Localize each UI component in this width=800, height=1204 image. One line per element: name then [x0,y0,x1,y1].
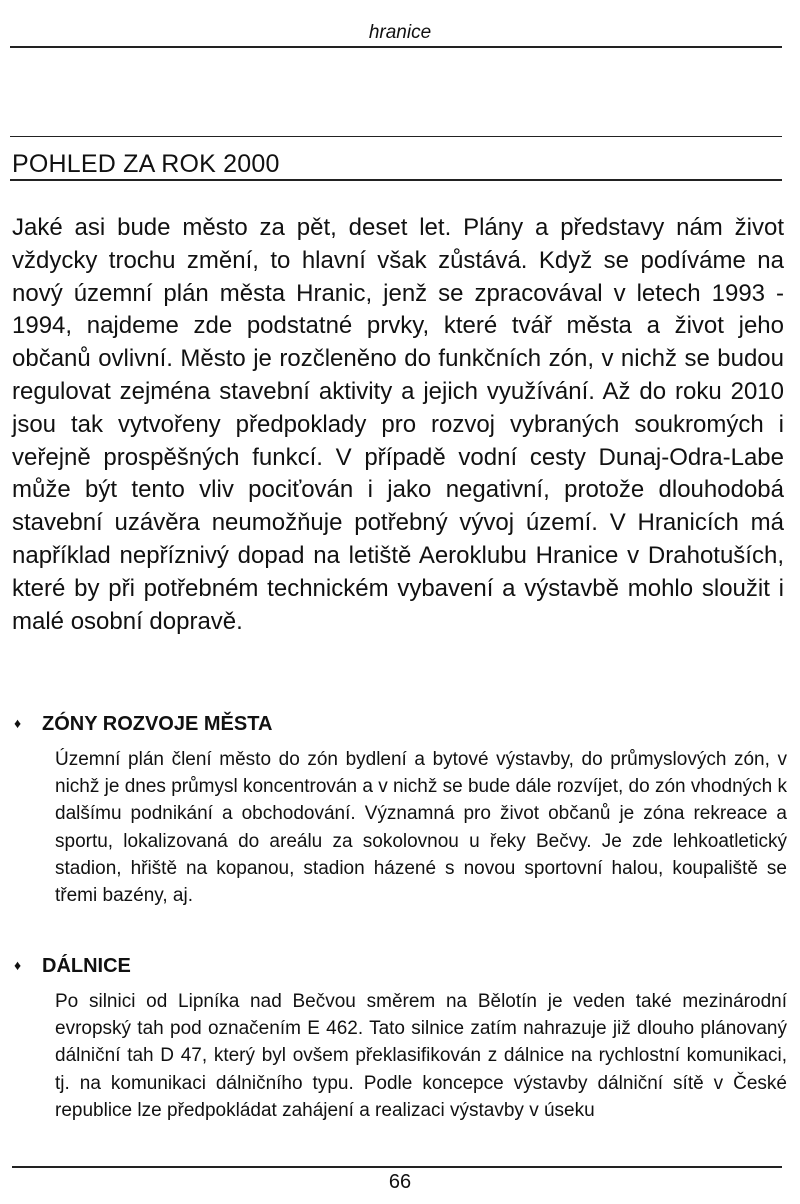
header-rule [10,46,782,48]
footer-rule [12,1166,782,1168]
running-header: hranice [368,22,432,43]
bullet-heading-highway [12,955,131,978]
intro-paragraph: Jaké asi bude město za pět, deset let. Plány a představy nám život vždycky trochu změní, to hlavní však zůstává. Když se podíváme na nový územní plán města Hranic, jenž se zpracovával v letech 1993 - 1994, najdeme zde podstatné prvky, které tvář města a život jeho občanů ovlivní. Město je rozčleněno do funkčních zón, v nichž se budou regulovat zejména stavební aktivity a jejich využívání. Až do roku 2010 jsou tak vytvořeny předpoklady pro rozvoj vybraných soukromých i veřejně prospěšných funkcí. V případě vodní cesty Dunaj-Odra-Labe může být tento vliv pociťován i jako negativní, protože dlouhodobá stavební uzávěra neumožňuje potřebný vývoj území. V Hranicích má například nepříznivý dopad na letiště Aeroklubu Hranice v Drahotuších, které by při potřebném technickém vybavení a výstavbě mohlo sloužit i malé osobní dopravě. [12,214,784,635]
bullet-heading-text: ZÓNY ROZVOJE MĚSTA [42,713,273,735]
section-title: POHLED ZA ROK 2000 [12,150,280,178]
bullet-heading-text: DÁLNICE [42,955,131,977]
diamond-bullet-icon: ♦ [14,714,22,731]
section-rule-top [10,136,782,137]
bullet-heading-zones [12,713,272,736]
bullet-paragraph-highway: Po silnici od Lipníka nad Bečvou směrem na Bělotín je veden také mezinárodní evropský tah pod označením E 462. Tato silnice zatím nahrazuje již dlouho plánovaný dálniční tah D 47, který byl ovšem překlasifikován z dálnice na rychlostní komunikaci, tj. na komunikaci dálničního typu. Podle koncepce výstavby dálniční sítě v České republice lze předpokládat zahájení a realizaci výstavby v úseku [55,991,787,1121]
section-rule-bottom [10,179,782,181]
bullet-paragraph-zones: Územní plán člení město do zón bydlení a bytové výstavby, do průmyslových zón, v nichž je dnes průmysl koncentrován a v nichž se bude dále rozvíjet, do zón vhodných k dalšímu podnikání a obchodování. Významná pro život občanů je zóna rekreace a sportu, lokalizovaná do areálu za sokolovnou u řeky Bečvy. Je zde lehkoatletický stadion, hřiště na kopanou, stadion házené s novou sportovní halou, koupaliště se třemi bazény, aj. [55,749,787,907]
diamond-bullet-icon: ♦ [14,956,22,973]
page-number: 66 [388,1171,412,1193]
